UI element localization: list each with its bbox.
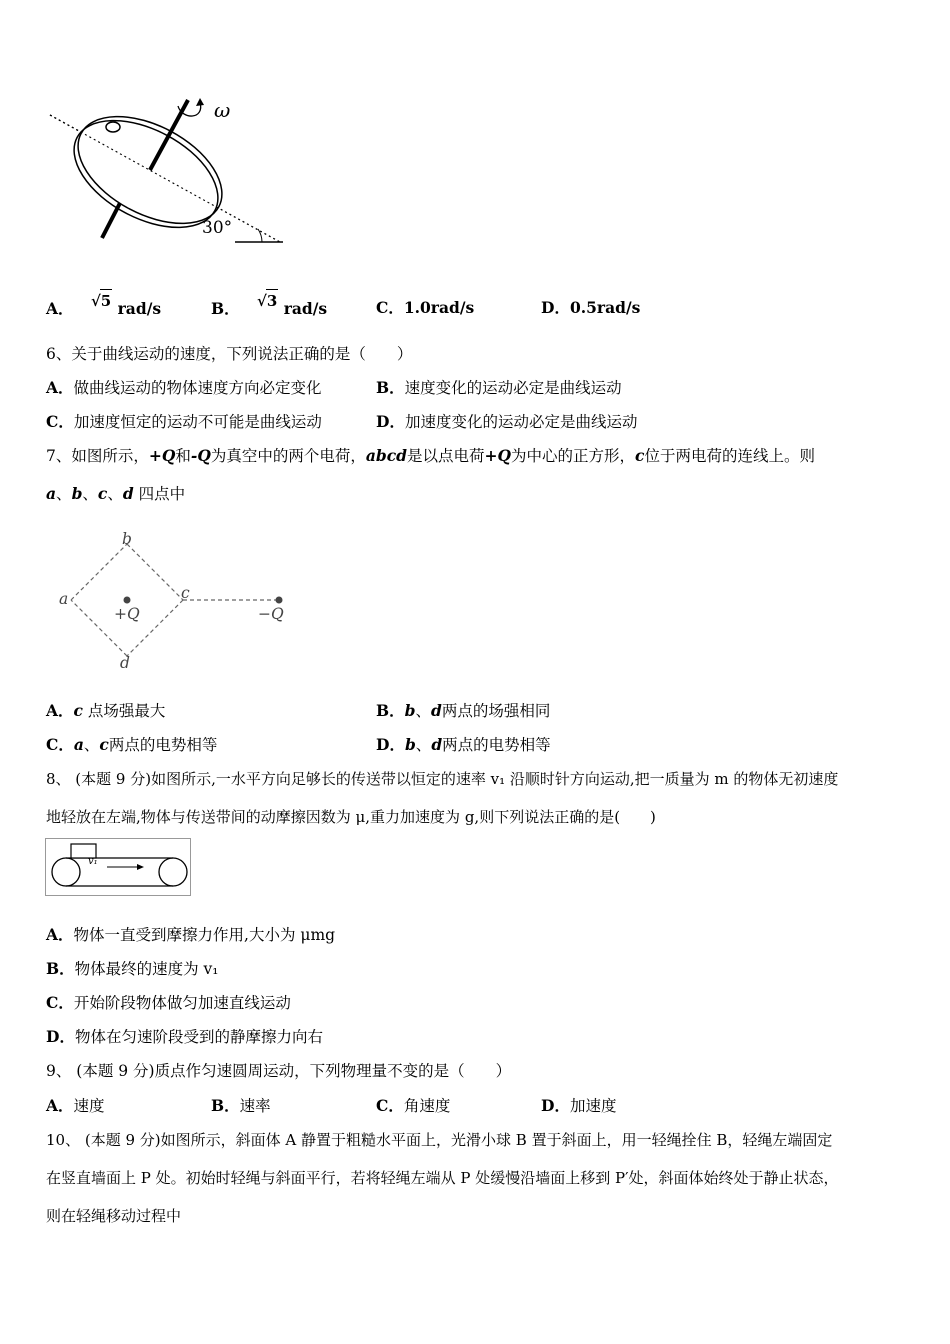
q9-option-c[interactable]: C．角速度: [376, 1096, 451, 1115]
q7-option-a[interactable]: A．c 点场强最大: [46, 701, 166, 720]
q7-option-b[interactable]: B．b、d两点的场强相同: [376, 701, 551, 720]
q9-option-a[interactable]: A．速度: [46, 1096, 105, 1115]
omega-label: ω: [214, 98, 231, 122]
inclined-disk-figure: [40, 90, 300, 260]
q10-stem-line2: 在竖直墙面上 P 处。初始时轻绳与斜面平行，若将轻绳左端从 P 处缓慢沿墙面上移到 P′处，斜面体始终处于静止状态，: [46, 1169, 839, 1187]
conveyor-belt-figure: [45, 838, 191, 896]
point-a-label: a: [59, 590, 69, 608]
q5-option-a[interactable]: A． √5 rad/s: [46, 297, 161, 320]
q7-option-d[interactable]: D．b、d两点的电势相等: [376, 735, 551, 754]
q8-stem-line2: 地轻放在左端,物体与传送带间的动摩擦因数为 μ,重力加速度为 g,则下列说法正确的是( ): [46, 808, 656, 826]
point-b-label: b: [122, 530, 132, 548]
angle-label: 30°: [202, 218, 233, 238]
v1-label: v₁: [88, 856, 98, 867]
q9-option-b[interactable]: B．速率: [211, 1096, 271, 1115]
q8-option-d[interactable]: D．物体在匀速阶段受到的静摩擦力向右: [46, 1027, 323, 1046]
q5-option-c[interactable]: C．1.0rad/s: [376, 298, 475, 317]
q7-stem: 7、如图所示，+Q和-Q为真空中的两个电荷，abcd是以点电荷+Q为中心的正方形，c位于两电荷的连线上。则: [46, 446, 816, 465]
q7-option-c[interactable]: C．a、c两点的电势相等: [46, 735, 218, 754]
q8-option-c[interactable]: C．开始阶段物体做匀加速直线运动: [46, 993, 291, 1012]
q8-option-a[interactable]: A．物体一直受到摩擦力作用,大小为 μmg: [46, 925, 336, 944]
q6-option-c[interactable]: C．加速度恒定的运动不可能是曲线运动: [46, 412, 322, 431]
point-c-label: c: [181, 584, 190, 602]
q7-stem-line2: a、b、c、d 四点中: [46, 484, 186, 503]
minus-q-label: −Q: [258, 605, 284, 623]
q6-stem: 6、关于曲线运动的速度，下列说法正确的是（ ）: [46, 345, 413, 363]
q6-option-b[interactable]: B．速度变化的运动必定是曲线运动: [376, 378, 622, 397]
q8-option-b[interactable]: B．物体最终的速度为 v₁: [46, 959, 219, 978]
q10-stem-line1: 10、 (本题 9 分)如图所示，斜面体 A 静置于粗糙水平面上，光滑小球 B 置于斜面上，用一轻绳拴住 B，轻绳左端固定: [46, 1131, 833, 1149]
q6-option-a[interactable]: A．做曲线运动的物体速度方向必定变化: [46, 378, 322, 397]
q5-option-b[interactable]: B． √3 rad/s: [211, 297, 327, 320]
q8-stem-line1: 8、 (本题 9 分)如图所示,一水平方向足够长的传送带以恒定的速率 v₁ 沿顺时针方向运动,把一质量为 m 的物体无初速度: [46, 770, 839, 788]
plus-q-label: +Q: [114, 605, 140, 623]
q6-option-d[interactable]: D．加速度变化的运动必定是曲线运动: [376, 412, 638, 431]
q10-stem-line3: 则在轻绳移动过程中: [46, 1207, 182, 1225]
q9-option-d[interactable]: D．加速度: [541, 1096, 617, 1115]
q9-stem: 9、 (本题 9 分)质点作匀速圆周运动，下列物理量不变的是（ ）: [46, 1062, 512, 1080]
q5-option-d[interactable]: D．0.5rad/s: [541, 298, 641, 317]
point-d-label: d: [120, 654, 130, 672]
